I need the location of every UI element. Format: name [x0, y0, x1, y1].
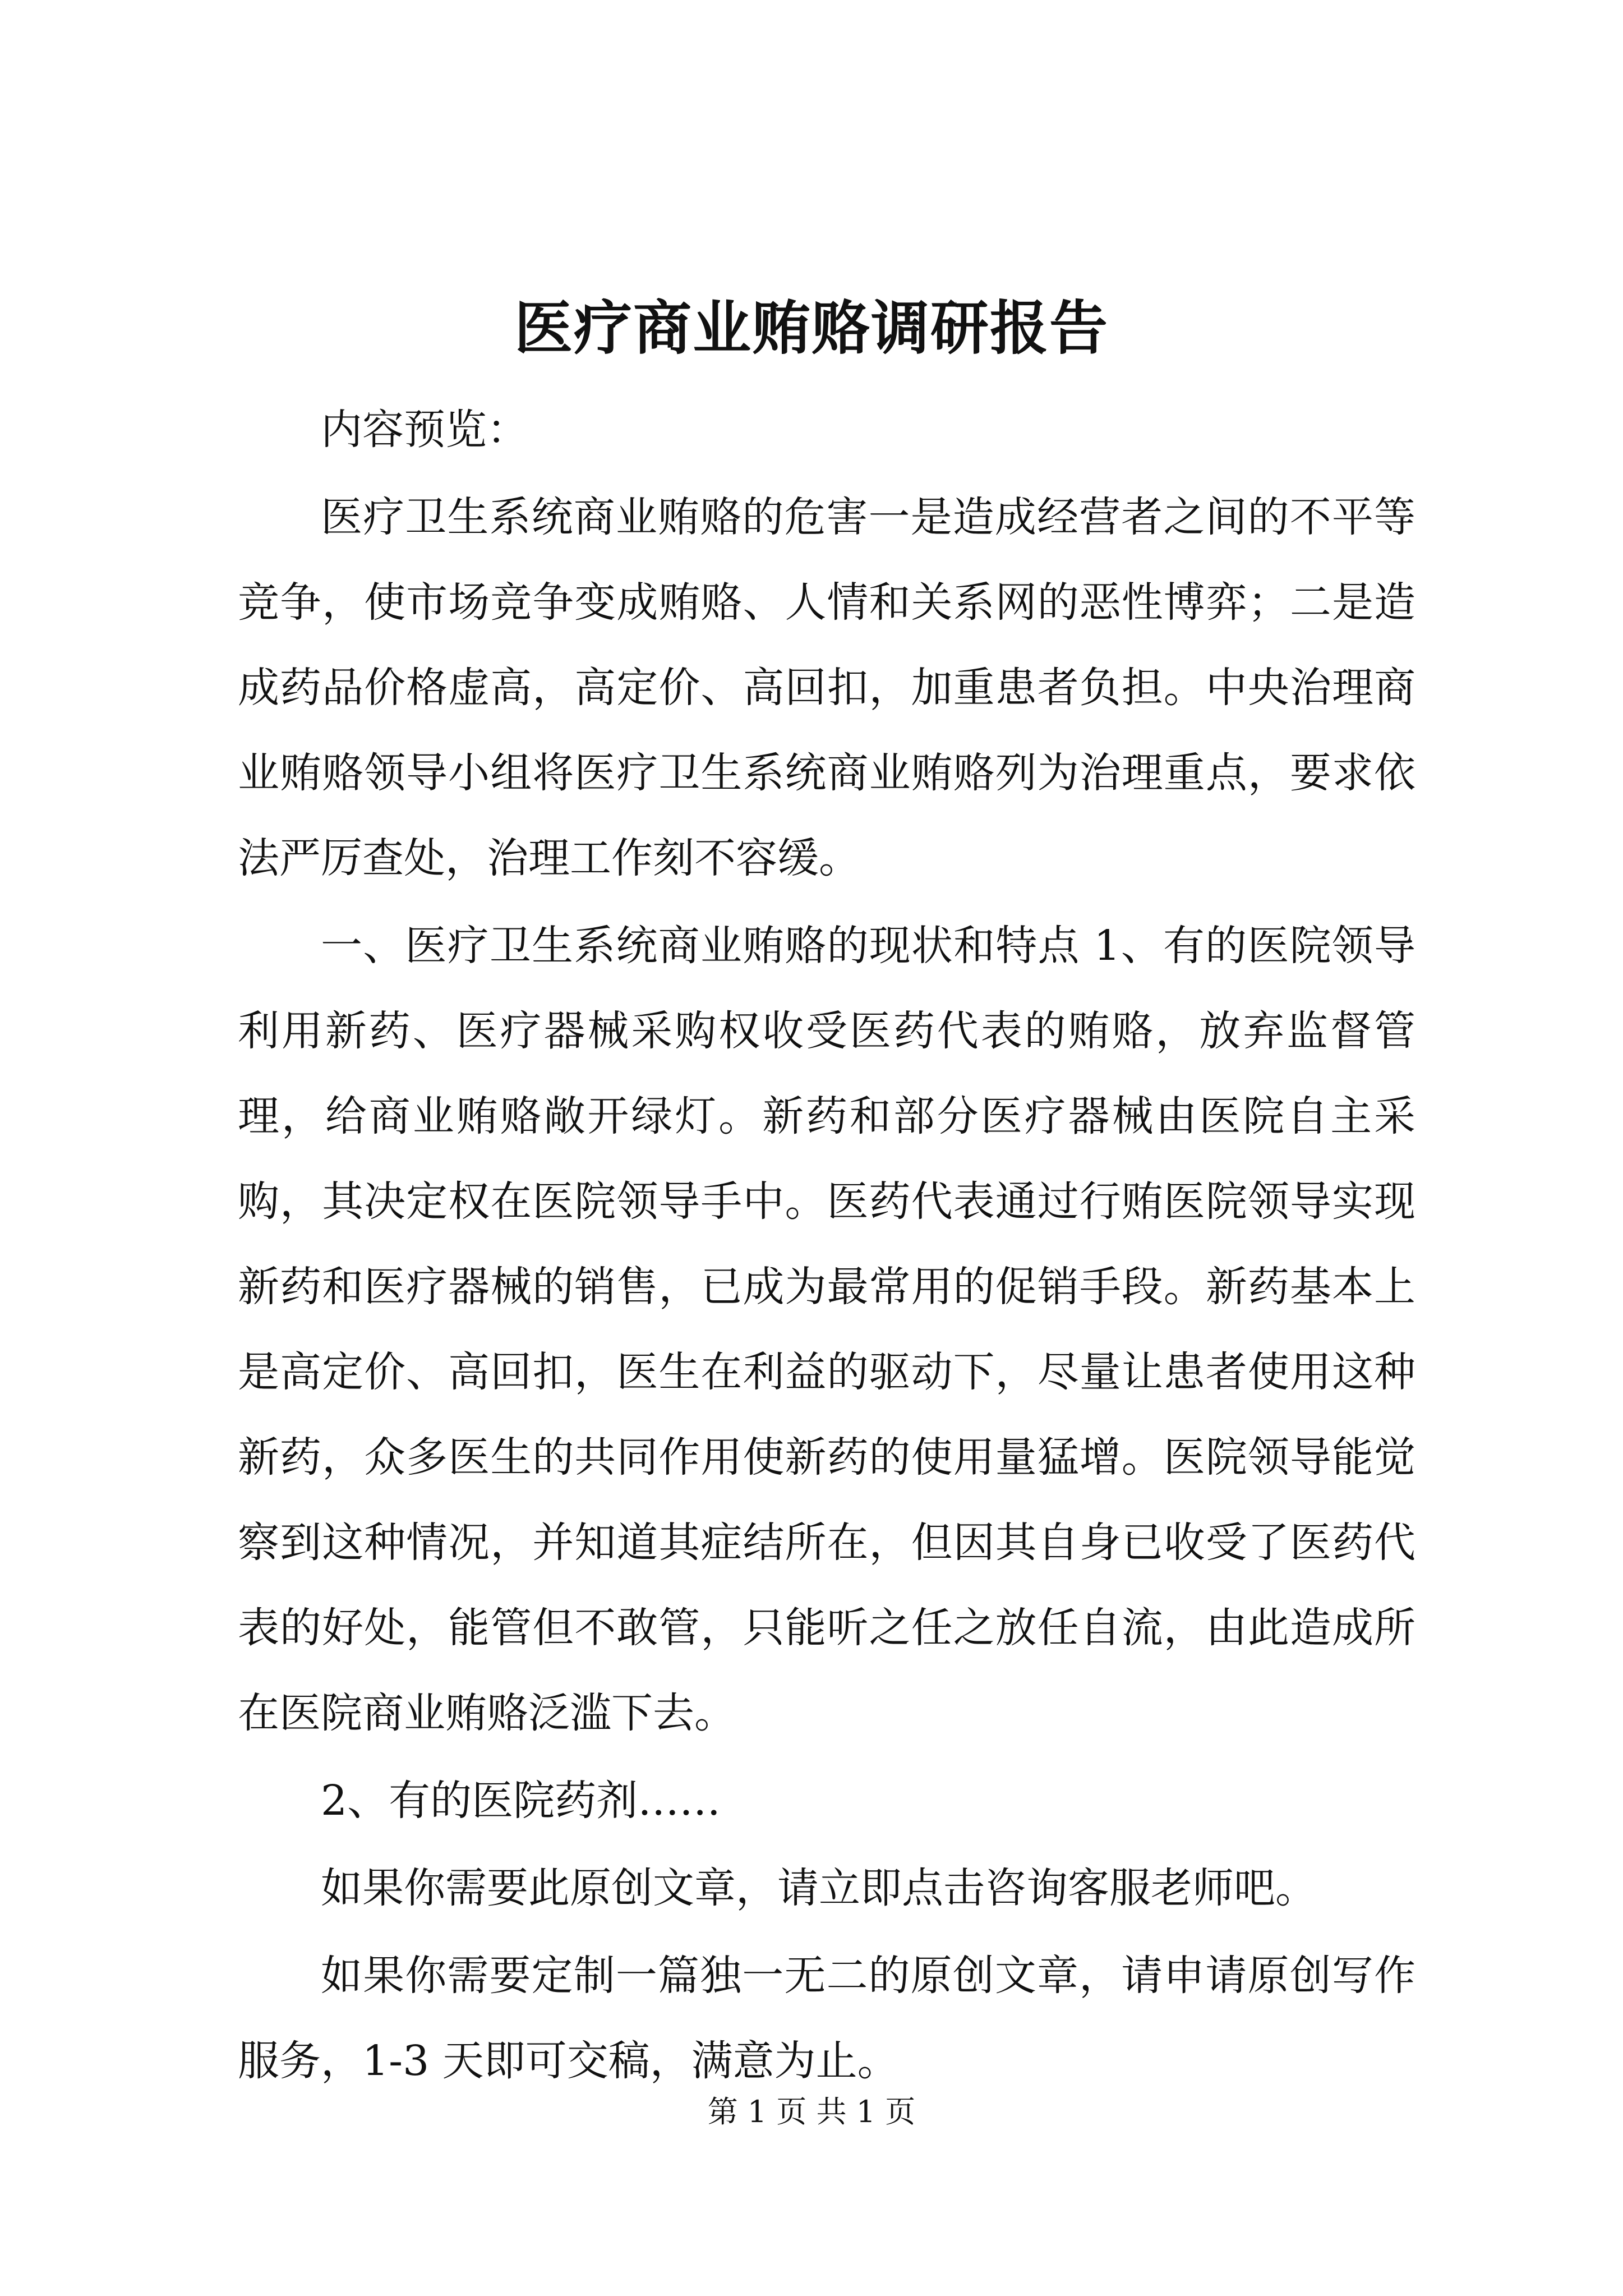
document-body: [238, 387, 1415, 2106]
paragraph-current-status: 一、医疗卫生系统商业贿赂的现状和特点 1、有的医院领导利用新药、医疗器械采购权收受医药代表的贿赂，放弃监督管理，给商业贿赂敞开绿灯。新药和部分医疗器械由医院自主采购，其决定权在医院领导手中。医药代表通过行贿医院领导实现新药和医疗器械的销售，已成为最常用的促销手段。新药基本上是高定价、高回扣，医生在利益的驱动下，尽量让患者使用这种新药，众多医生的共同作用使新药的使用量猛增。医院领导能觉察到这种情况，并知道其症结所在，但因其自身已收受了医药代表的好处，能管但不敢管，只能听之任之放任自流，由此造成所在医院商业贿赂泛滥下去。: [238, 922, 1415, 1737]
document-title: 医疗商业贿赂调研报告: [514, 293, 1109, 362]
paragraph-pharmacy: 2、有的医院药剂……: [321, 1777, 721, 1825]
page-footer: 第 1 页 共 1 页: [707, 2094, 916, 2129]
paragraph-preview-label: 内容预览：: [321, 406, 528, 454]
paragraph-contact-service: 如果你需要此原创文章，请立即点击咨询客服老师吧。: [321, 1864, 1317, 1912]
paragraph-custom-writing: 如果你需要定制一篇独一无二的原创文章，请申请原创写作服务，1-3 天即可交稿，满意为止。: [238, 1952, 1415, 2085]
paragraph-harms: 医疗卫生系统商业贿赂的危害一是造成经营者之间的不平等竞争，使市场竞争变成贿赂、人情和关系网的恶性博弈；二是造成药品价格虚高，高定价、高回扣，加重患者负担。中央治理商业贿赂领导小组将医疗卫生系统商业贿赂列为治理重点，要求依法严厉查处，治理工作刻不容缓。: [238, 493, 1415, 882]
